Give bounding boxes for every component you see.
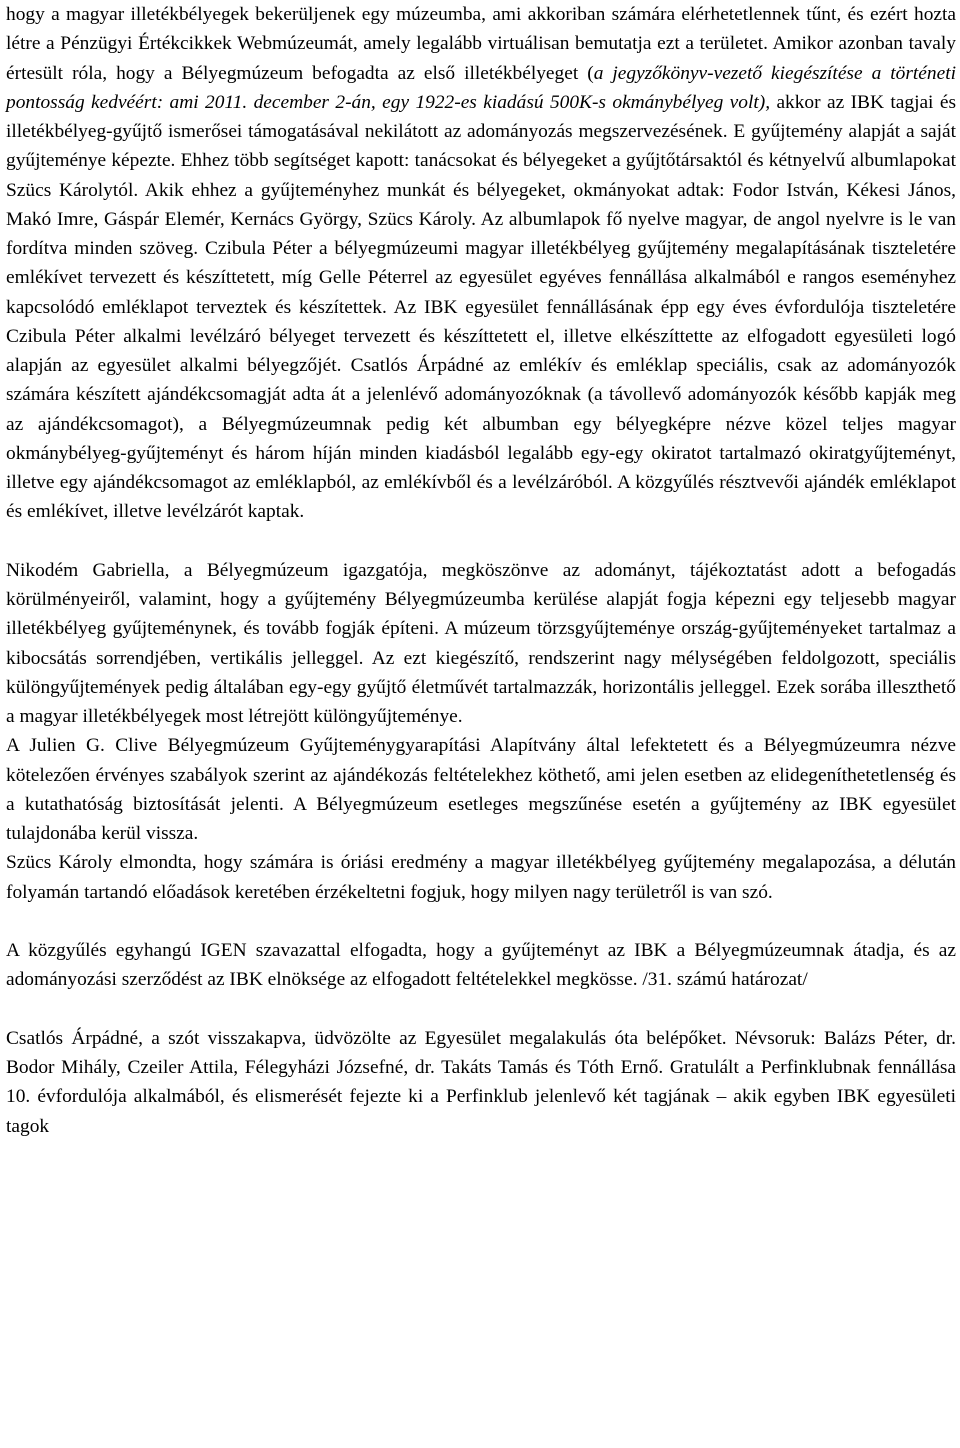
- paragraph-foundation-rules: [6, 731, 956, 848]
- text-segment: Nikodém Gabriella, a Bélyegmúzeum igazgatója, megköszönve az adományt, tájékoztatást adott a befogadás körülményeiről, valamint, hogy a gyűjtemény Bélyegmúzeumba kerülése alapját fogja képezni egy teljesebb magyar illetékbélyeg gyűjteménynek, és tovább fogják építeni. A múzeum törzsgyűjteménye ország-gyűjteményeket tartalmaz a kibocsátás sorrendjében, vertikális jelleggel. Az ezt kiegészítő, rendszerint nagy mélységében feldolgozott, speciális különgyűjtemények pedig általában egy-egy gyűjtő életművét tartalmazzák, horizontális jelleggel. Ezek sorába illeszthető a magyar illetékbélyegek most létrejött különgyűjteménye.: [6, 559, 956, 727]
- paragraph-resolution: [6, 936, 956, 995]
- text-segment: A Julien G. Clive Bélyegmúzeum Gyűjteménygyarapítási Alapítvány által lefektetett és a Bélyegmúzeumra nézve kötelezően érvényes szabályok szerint az ajándékozás feltételekhez köthető, ami jelen esetben az elidegeníthetetlenség és a kutathatóság biztosítását jelenti. A Bélyegmúzeum esetleges megszűnése esetén a gyűjtemény az IBK egyesület tulajdonába kerül vissza.: [6, 735, 956, 844]
- paragraph-spacer: [6, 527, 956, 556]
- paragraph-museum-donation: [6, 0, 956, 527]
- text-segment: A közgyűlés egyhangú IGEN szavazattal elfogadta, hogy a gyűjteményt az IBK a Bélyegmúzeumnak átadja, és az adományozási szerződést az IBK elnöksége az elfogadott feltételekkel megkösse. /31. számú határozat/: [6, 940, 956, 991]
- text-segment: hogy a magyar illetékbélyegek bekerüljenek egy múzeumba, ami akkoriban számára elérhetetlennek tűnt, és ezért hozta létre a Pénzügyi Értékcikkek Webmúzeumát, amely legalább virtuálisan bemutatja ezt a területet. Amikor azonban tavaly értesült róla, hogy a Bélyegmúzeum befogadta az első illetékbélyeget (: [6, 4, 956, 84]
- text-segment: Szücs Károly elmondta, hogy számára is óriási eredmény a magyar illetékbélyeg gyűjtemény megalapozása, a délután folyamán tartandó előadások keretében érzékeltetni fogjuk, hogy milyen nagy területről is van szó.: [6, 852, 956, 903]
- text-segment: Csatlós Árpádné, a szót visszakapva, üdvözölte az Egyesület megalakulás óta belépőket. Névsoruk: Balázs Péter, dr. Bodor Mihály, Czeiler Attila, Félegyházi Józsefné, dr. Takáts Tamás és Tóth Ernő. Gratulált a Perfinklubnak fennállása 10. évfordulója alkalmából, és elismerését fejezte ki a Perfinklub jelenlevő két tagjának – akik egyben IBK egyesületi tagok: [6, 1027, 956, 1137]
- paragraph-director-thanks: [6, 556, 956, 732]
- paragraph-spacer: [6, 907, 956, 936]
- paragraph-spacer: [6, 995, 956, 1024]
- italic-note: a jegyzőkönyv-vezető kiegészítése a történeti pontosság kedvéért: ami 2011. december 2-án, egy 1922-es kiadású 500K-s okmánybélyeg volt),: [6, 62, 956, 113]
- paragraph-szucs-statement: [6, 848, 956, 907]
- paragraph-new-members: [6, 1024, 956, 1141]
- text-segment: akkor az IBK tagjai és illetékbélyeg-gyűjtő ismerősei támogatásával nekilátott az adományozás megszervezésének. E gyűjtemény alapját a saját gyűjteménye képezte. Ehhez több segítséget kapott: tanácsokat és bélyegeket a gyűjtőtársaktól és kétnyelvű albumlapokat Szücs Károlytól. Akik ehhez a gyűjteményhez munkát és bélyegeket, okmányokat adtak: Fodor István, Kékesi János, Makó Imre, Gáspár Elemér, Kernács György, Szücs Károly. Az albumlapok fő nyelve magyar, de angol nyelvre is le van fordítva minden szöveg. Czibula Péter a bélyegmúzeumi magyar illetékbélyeg gyűjtemény megalapításának tiszteletére emlékívet tervezett és készíttetett, míg Gelle Péterrel az egyesület egyéves fennállása alkalmából e rangos eseményhez kapcsolódó emléklapot terveztek és készítettek. Az IBK egyesület fennállásának épp egy éves évfordulója tiszteletére Czibula Péter alkalmi levélzáró bélyeget tervezett és készíttetett el, illetve elkészíttette az elfogadott egyesületi logó alapján az egyesület alkalmi bélyegzőjét. Csatlós Árpádné az emlékív és emléklap speciális, csak az adományozók számára készített ajándékcsomagját adta át a jelenlévő adományozóknak (a távollevő adományozók később kapják meg az ajándékcsomagot), a Bélyegmúzeumnak pedig két albumban egy bélyegképre nézve közel teljes magyar okmánybélyeg-gyűjteményt és három híján minden kiadásból legalább egy-egy okiratot tartalmazó okiratgyűjteményt, illetve egy ajándékcsomagot az emléklapból, az emlékívből és a levélzáróból. A közgyűlés résztvevői ajándék emléklapot és emlékívet, illetve levélzárót kaptak.: [6, 91, 956, 523]
